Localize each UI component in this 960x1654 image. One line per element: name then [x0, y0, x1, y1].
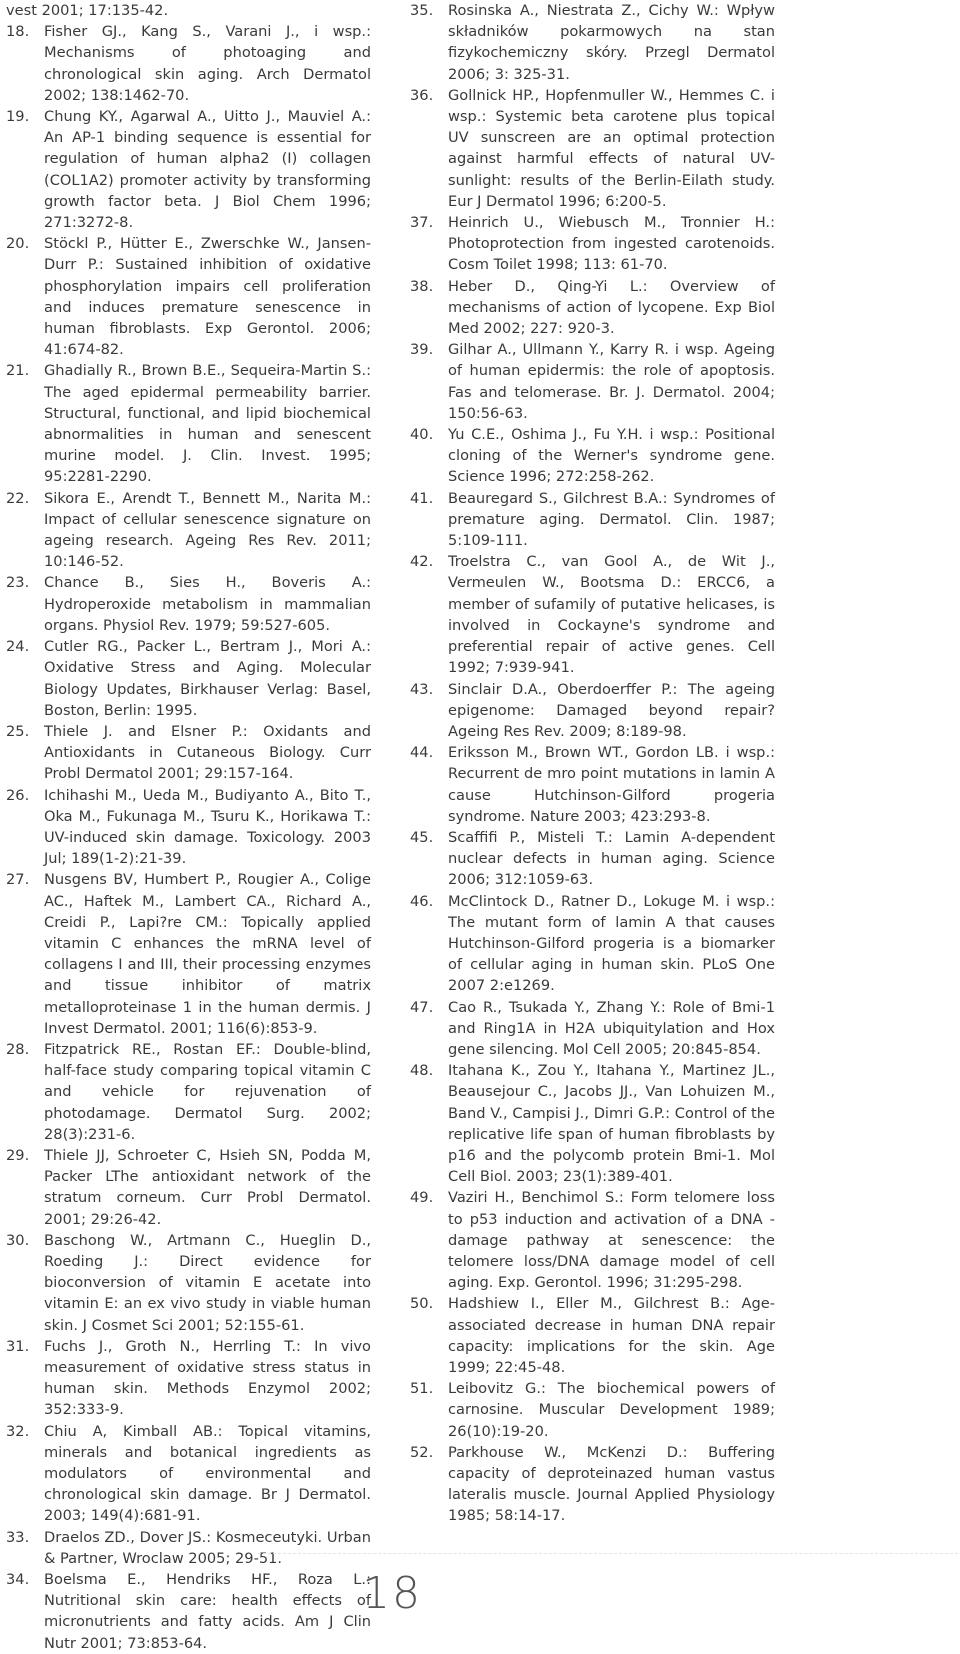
reference-text: Stöckl P., Hütter E., Zwerschke W., Jansen-Durr P.: Sustained inhibition of oxidative phosphorylation impairs cell proliferation and induces premature senescence in human fibroblasts. Exp Gerontol. 2006; 41:674-82.: [44, 235, 371, 359]
reference-text: Sinclair D.A., Oberdoerffer P.: The ageing epigenome: Damaged beyond repair? Ageing Res Rev. 2009; 8:189-98.: [448, 680, 775, 740]
reference-number: 28.: [6, 1040, 30, 1058]
reference-item: [410, 997, 775, 1061]
reference-number: 35.: [410, 2, 434, 19]
reference-text: Troelstra C., van Gool A., de Wit J., Vermeulen W., Bootsma D.: ERCC6, a member of sufamily of putative helicases, is involved in Cockayne's syndrome and preferential repair of active genes. Cell 1992; 7:939-941.: [448, 553, 775, 677]
reference-item: [410, 1442, 775, 1527]
reference-number: 27.: [6, 871, 30, 889]
reference-number: 47.: [410, 998, 434, 1016]
reference-item: [6, 721, 371, 785]
reference-text: Cao R., Tsukada Y., Zhang Y.: Role of Bmi-1 and Ring1A in H2A ubiquitylation and Hox gene silencing. Mol Cell 2005; 20:845-854.: [448, 998, 775, 1058]
reference-item: [410, 742, 775, 827]
reference-number: 42.: [410, 553, 434, 571]
reference-text: Chance B., Sies H., Boveris A.: Hydroperoxide metabolism in mammalian organs. Physiol Rev. 1979; 59:527-605.: [44, 574, 371, 634]
reference-number: 48.: [410, 1062, 434, 1080]
reference-continuation: [6, 0, 371, 21]
reference-number: 26.: [6, 786, 30, 804]
reference-number: 50.: [410, 1295, 434, 1313]
reference-text: McClintock D., Ratner D., Lokuge M. i wsp.: The mutant form of lamin A that causes Hutchinson-Gilford progeria is a biomarker of cellular aging in human skin. PLoS One 2007 2:e1269.: [448, 892, 775, 995]
reference-item: [6, 488, 371, 573]
reference-number: 43.: [410, 680, 434, 698]
reference-text: Chung KY., Agarwal A., Uitto J., Mauviel A.: An AP-1 binding sequence is essential for regulation of human alpha2 (I) collagen (COL1A2) promoter activity by transforming growth factor beta. J Biol Chem 1996; 271:3272-8.: [44, 108, 371, 232]
reference-number: 49.: [410, 1189, 434, 1207]
reference-number: 32.: [6, 1422, 30, 1440]
reference-number: 25.: [6, 722, 30, 740]
reference-item: [410, 424, 775, 488]
reference-item: [410, 679, 775, 743]
reference-text: Scaffifi P., Misteli T.: Lamin A-dependent nuclear defects in human aging. Science 2006; 312:1059-63.: [448, 828, 775, 889]
reference-text: Sikora E., Arendt T., Bennett M., Narita M.: Impact of cellular senescence signature on ageing research. Ageing Res Rev. 2011; 10:146-52.: [44, 489, 371, 571]
reference-item: [6, 1230, 371, 1336]
reference-item: [410, 212, 775, 276]
reference-number: 40.: [410, 426, 434, 444]
reference-item: [410, 551, 775, 678]
reference-item: [410, 488, 775, 552]
reference-number: 22.: [6, 489, 30, 507]
reference-text: Draelos ZD., Dover JS.: Kosmeceutyki. Urban & Partner, Wroclaw 2005; 29-51.: [44, 1528, 371, 1567]
reference-number: 19.: [6, 108, 30, 126]
reference-item: [6, 869, 371, 1039]
reference-item: [6, 572, 371, 636]
reference-item: [6, 233, 371, 360]
reference-text: Heber D., Qing-Yi L.: Overview of mechanisms of action of lycopene. Exp Biol Med 2002; 227: 920-3.: [448, 277, 775, 338]
reference-number: 23.: [6, 574, 30, 592]
reference-item: [410, 891, 775, 997]
reference-text: Ghadially R., Brown B.E., Sequeira-Martin S.: The aged epidermal permeability barrier. Structural, functional, and lipid biochemical abnormalities in human and senescent murine model. J. Clin. Invest. 1995; 95:2281-2290.: [44, 362, 371, 486]
reference-item: [6, 1421, 371, 1527]
reference-text: vest 2001; 17:135-42.: [6, 2, 169, 19]
reference-number: 30.: [6, 1231, 30, 1249]
reference-text: Thiele JJ, Schroeter C, Hsieh SN, Podda M, Packer LThe antioxidant network of the stratum corneum. Curr Probl Dermatol. 2001; 29:26-42.: [44, 1146, 371, 1228]
page-number: 18: [362, 1568, 422, 1619]
reference-text: Fisher GJ., Kang S., Varani J., i wsp.: Mechanisms of photoaging and chronological skin aging. Arch Dermatol 2002; 138:1462-70.: [44, 23, 371, 104]
reference-number: 34.: [6, 1571, 30, 1589]
reference-item: [6, 1336, 371, 1421]
reference-item: [6, 1145, 371, 1230]
reference-number: 31.: [6, 1337, 30, 1355]
reference-text: Itahana K., Zou Y., Itahana Y., Martinez JL., Beausejour C., Jacobs JJ., Van Lohuizen M., Band V., Campisi J., Dimri G.P.: Control of the replicative life span of human fibroblasts by p16 and the polycomb protein Bmi-1. Mol Cell Biol. 2003; 23(1):389-401.: [448, 1062, 775, 1186]
reference-text: Cutler RG., Packer L., Bertram J., Mori A.: Oxidative Stress and Aging. Molecular Biology Updates, Birkhauser Verlag: Basel, Boston, Berlin: 1995.: [44, 638, 371, 719]
reference-item: [6, 785, 371, 870]
reference-text: Baschong W., Artmann C., Hueglin D., Roeding J.: Direct evidence for bioconversion of vitamin E acetate into vitamin E: an ex vivo study in viable human skin. J Cosmet Sci 2001; 52:155-61.: [44, 1231, 371, 1334]
reference-text: Vaziri H., Benchimol S.: Form telomere loss to p53 induction and activation of a DNA - damage pathway at senescence: the telomere loss/DNA damage model of cell aging. Exp. Gerontol. 1996; 31:295-298.: [448, 1189, 775, 1292]
reference-text: Chiu A, Kimball AB.: Topical vitamins, minerals and botanical ingredients as modulators of environmental and chronological skin damage. Br J Dermatol. 2003; 149(4):681-91.: [44, 1422, 371, 1525]
footer-divider: [258, 1553, 958, 1554]
reference-item: [410, 276, 775, 340]
references-right-column: [410, 0, 775, 1527]
reference-item: [6, 106, 371, 233]
reference-item: [6, 360, 371, 487]
reference-text: Ichihashi M., Ueda M., Budiyanto A., Bito T., Oka M., Fukunaga M., Tsuru K., Horikawa T.: UV-induced skin damage. Toxicology. 2003 Jul; 189(1-2):21-39.: [44, 786, 371, 868]
reference-item: [410, 85, 775, 212]
reference-number: 39.: [410, 341, 434, 359]
reference-item: [6, 1527, 371, 1569]
reference-text: Fitzpatrick RE., Rostan EF.: Double-blind, half-face study comparing topical vitamin C and vehicle for rejuvenation of photodamage. Dermatol Surg. 2002; 28(3):231-6.: [44, 1040, 371, 1143]
reference-number: 37.: [410, 214, 434, 232]
reference-text: Hadshiew I., Eller M., Gilchrest B.: Age-associated decrease in human DNA repair capacity: implications for the skin. Age 1999; 22:45-48.: [448, 1295, 775, 1376]
reference-number: 38.: [410, 277, 434, 295]
reference-text: Gilhar A., Ullmann Y., Karry R. i wsp. Ageing of human epidermis: the role of apoptosis. Fas and telomerase. Br. J. Dermatol. 2004; 150:56-63.: [448, 341, 775, 422]
reference-number: 41.: [410, 489, 434, 507]
reference-item: [410, 0, 775, 85]
reference-number: 29.: [6, 1146, 30, 1164]
reference-text: Heinrich U., Wiebusch M., Tronnier H.: Photoprotection from ingested carotenoids. Cosm Toilet 1998; 113: 61-70.: [448, 214, 775, 274]
reference-item: [6, 636, 371, 721]
reference-text: Yu C.E., Oshima J., Fu Y.H. i wsp.: Positional cloning of the Werner's syndrome gene. Science 1996; 272:258-262.: [448, 426, 775, 486]
reference-number: 20.: [6, 235, 30, 253]
reference-item: [410, 1060, 775, 1187]
reference-list-left: [6, 21, 371, 1654]
reference-text: Parkhouse W., McKenzi D.: Buffering capacity of deproteinazed human vastus lateralis muscle. Journal Applied Physiology 1985; 58:14-17.: [448, 1443, 775, 1525]
reference-text: Beauregard S., Gilchrest B.A.: Syndromes of premature aging. Dermatol. Clin. 1987; 5:109-111.: [448, 489, 775, 550]
reference-text: Boelsma E., Hendriks HF., Roza L.: Nutritional skin care: health effects of micronutrients and fatty acids. Am J Clin Nutr 2001; 73:853-64.: [44, 1571, 371, 1652]
reference-text: Leibovitz G.: The biochemical powers of carnosine. Muscular Development 1989; 26(10):19-20.: [448, 1380, 775, 1440]
reference-text: Nusgens BV, Humbert P., Rougier A., Colige AC., Haftek M., Lambert CA., Richard A., Creidi P., Lapi?re CM.: Topically applied vitamin C enhances the mRNA level of collagens I and III, their processing enzymes and tissue inhibitor of matrix metalloproteinase 1 in the human dermis. J Invest Dermatol. 2001; 116(6):853-9.: [44, 871, 371, 1037]
reference-item: [410, 1378, 775, 1442]
reference-item: [6, 1569, 371, 1654]
reference-list-right: [410, 0, 775, 1527]
reference-item: [410, 1187, 775, 1293]
reference-number: 33.: [6, 1528, 30, 1546]
reference-text: Fuchs J., Groth N., Herrling T.: In vivo measurement of oxidative stress status in human skin. Methods Enzymol 2002; 352:333-9.: [44, 1337, 371, 1419]
reference-number: 18.: [6, 23, 30, 41]
reference-number: 21.: [6, 362, 30, 380]
reference-number: 52.: [410, 1443, 434, 1461]
reference-number: 36.: [410, 86, 434, 104]
reference-number: 44.: [410, 744, 434, 762]
reference-text: Eriksson M., Brown WT., Gordon LB. i wsp.: Recurrent de mro point mutations in lamin A cause Hutchinson-Gilford progeria syndrome. Nature 2003; 423:293-8.: [448, 744, 775, 825]
reference-text: Gollnick HP., Hopfenmuller W., Hemmes C. i wsp.: Systemic beta carotene plus topical UV sunscreen are an optimal protection against harmful effects of natural UV-sunlight: results of the Berlin-Eilath study. Eur J Dermatol 1996; 6:200-5.: [448, 86, 775, 210]
reference-number: 46.: [410, 892, 434, 910]
reference-text: Thiele J. and Elsner P.: Oxidants and Antioxidants in Cutaneous Biology. Curr Probl Dermatol 2001; 29:157-164.: [44, 722, 371, 783]
reference-number: 45.: [410, 828, 434, 846]
reference-item: [410, 339, 775, 424]
reference-item: [410, 1293, 775, 1378]
reference-item: [6, 21, 371, 106]
reference-text: Rosinska A., Niestrata Z., Cichy W.: Wpływ składników pokarmowych na stan fizykochemiczny skóry. Przegl Dermatol 2006; 3: 325-31.: [448, 2, 775, 83]
reference-item: [6, 1039, 371, 1145]
reference-item: [410, 827, 775, 891]
reference-number: 51.: [410, 1380, 434, 1398]
reference-number: 24.: [6, 638, 30, 656]
references-left-column: [6, 0, 371, 1654]
